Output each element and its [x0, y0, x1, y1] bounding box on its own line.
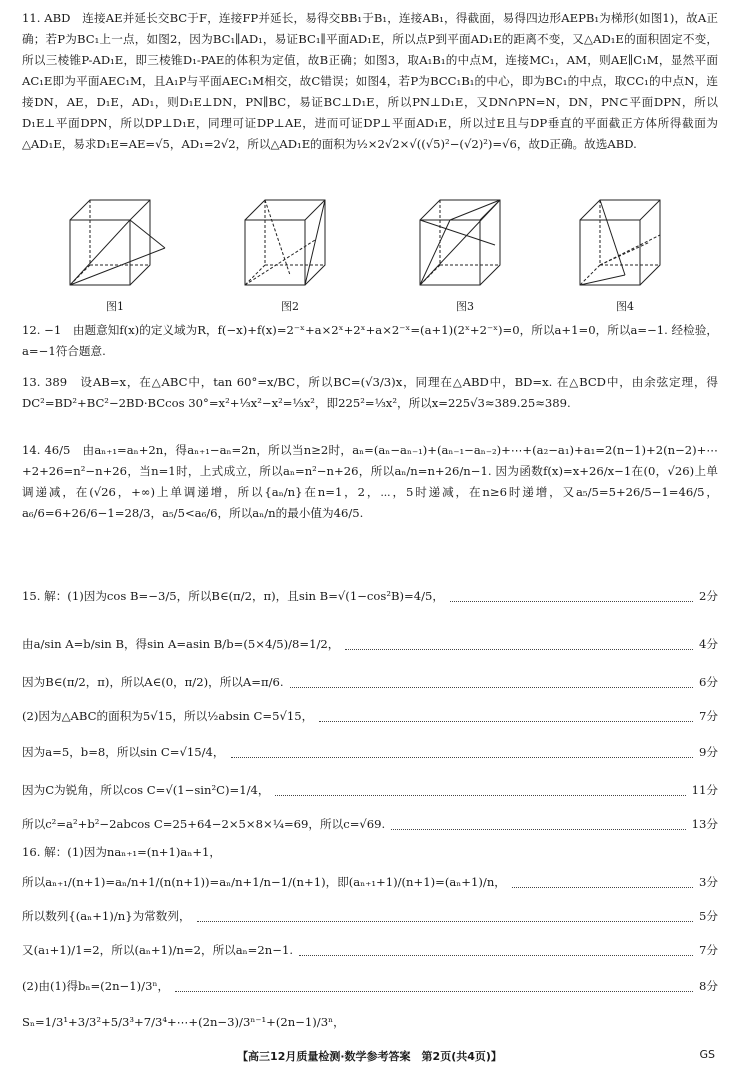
figure-4 — [570, 190, 680, 318]
dot-leader — [197, 911, 693, 922]
dot-leader — [450, 591, 693, 602]
score: 5分 — [699, 909, 718, 923]
score: 7分 — [699, 709, 718, 723]
figure-1 — [60, 190, 170, 318]
score: 4分 — [699, 637, 718, 651]
figure-3 — [410, 190, 520, 318]
page-footer — [0, 1048, 739, 1068]
figure-4-caption: 图4 — [616, 300, 634, 313]
figure-row — [60, 190, 700, 320]
dot-leader — [391, 819, 685, 830]
q16-line — [22, 906, 718, 927]
q15-line — [22, 706, 718, 727]
q15-header: 15. 解：(1)因为cos B=−3/5，所以B∈(π/2，π)，且sin B=√(1−cos²B)=4/5， — [22, 589, 444, 603]
score: 8分 — [699, 979, 718, 993]
dot-leader — [345, 639, 693, 650]
cube-diagram-2 — [235, 190, 345, 298]
figure-2-caption: 图2 — [281, 300, 299, 313]
score: 11分 — [691, 783, 718, 797]
q15-line-text: (2)因为△ABC的面积为5√15，所以½absin C=5√15， — [22, 709, 314, 723]
score: 13分 — [691, 817, 718, 831]
score: 9分 — [699, 745, 718, 759]
q16-line-text: (2)由(1)得bₙ=(2n−1)/3ⁿ， — [22, 979, 170, 993]
score: 2分 — [699, 589, 718, 603]
dot-leader — [319, 711, 693, 722]
cube-diagram-1 — [60, 190, 170, 298]
q16-sum-text: Sₙ=1/3¹+3/3²+5/3³+7/3⁴+⋯+(2n−3)/3ⁿ⁻¹+(2n−1)/3ⁿ， — [22, 1015, 345, 1029]
q16-sum-line — [22, 1012, 718, 1033]
q15-line — [22, 814, 718, 835]
dot-leader — [175, 981, 693, 992]
q15-line-text: 所以c²=a²+b²−2abcos C=25+64−2×5×8×¼=69，所以c=√69. — [22, 817, 386, 831]
q15-line — [22, 780, 718, 801]
cube-diagram-4 — [570, 190, 680, 298]
dot-leader — [512, 877, 693, 888]
score: 7分 — [699, 943, 718, 957]
q15-line — [22, 742, 718, 763]
dot-leader — [275, 785, 685, 796]
q16-line-text: 所以aₙ₊₁/(n+1)=aₙ/n+1/(n(n+1))=aₙ/n+1/n−1/(n+1)，即(aₙ₊₁+1)/(n+1)=(aₙ+1)/n， — [22, 875, 506, 889]
q15-header-row — [22, 586, 718, 607]
q15-line — [22, 672, 718, 693]
q15-line-text: 由a/sin A=b/sin B，得sin A=asin B/b=(5×4/5)/8=1/2， — [22, 637, 340, 651]
q16-line — [22, 940, 718, 961]
figure-2 — [235, 190, 345, 318]
dot-leader — [231, 747, 694, 758]
q12-solution: 12. −1 由题意知f(x)的定义域为R，f(−x)+f(x)=2⁻ˣ+a×2ˣ+2ˣ+a×2⁻ˣ=(a+1)(2ˣ+2⁻ˣ)=0，所以a+1=0，所以a=−1. 经检验，a=−1符合题意. — [22, 323, 718, 358]
q16-line-text: 所以数列{(aₙ+1)/n}为常数列， — [22, 909, 191, 923]
q15-line — [22, 634, 718, 655]
footer-title: 【高三12月质量检测·数学参考答案 第2页(共4页)】 — [237, 1050, 502, 1063]
q11-solution: 11. ABD 连接AE并延长交BC于F，连接FP并延长，易得交BB₁于B₁，连接AB₁，得截面，易得四边形AEPB₁为梯形(如图1)，故A正确；若P为BC₁上一点，如图2，因为BC₁∥AD₁，易证BC₁∥平面AD₁E，所以点P到平面AD₁E的距离不变，又△AD₁E的面积固定不变，所以三棱锥P-AD₁E，即三棱锥D₁-PAE的体积为定值，故B正确；如图3，取A₁B₁的中点M，连接MC₁，AM，则AE∥C₁M，显然平面AC₁E即为平面AEC₁M，且A₁P与平面AEC₁M相交，故C错误；如图4，若P为BCC₁B₁的中心，即为BC₁的中点，取CC₁的中点N，连接DN，AE，D₁E，AD₁，则D₁E⊥DN，PN∥BC，易证BC⊥D₁E，所以PN⊥D₁E，又DN∩PN=N，DN，PN⊂平面DPN，所以D₁E⊥平面DPN，所以DP⊥D₁E，同理可证DP⊥AE，进而可证DP⊥平面AD₁E，所以过E且与DP垂直的平面截正方体所得截面为△AD₁E，易求D₁E=AE=√5，AD₁=2√2，所以△AD₁E的面积为½×2√2×√((√5)²−(√2)²)=√6，故D正确。故选ABD. — [22, 11, 718, 151]
cube-diagram-3 — [410, 190, 520, 298]
q13-solution: 13. 389 设AB=x，在△ABC中，tan 60°=x/BC，所以BC=(√3/3)x，同理在△ABD中，BD=x. 在△BCD中，由余弦定理，得DC²=BD²+BC²−2BD·BCcos 30°=x²+⅓x²−x²=⅓x²，即225²=⅓x²，所以x=225√3≈389.25≈389. — [22, 375, 718, 410]
q16-line — [22, 976, 718, 997]
figure-3-caption: 图3 — [456, 300, 474, 313]
q15-line-text: 因为a=5，b=8，所以sin C=√15/4， — [22, 745, 225, 759]
score: 6分 — [699, 675, 718, 689]
dot-leader — [290, 677, 693, 688]
q16-header-row — [22, 842, 718, 863]
q16-header: 16. 解：(1)因为naₙ₊₁=(n+1)aₙ+1， — [22, 845, 222, 859]
figure-1-caption: 图1 — [106, 300, 124, 313]
q14-solution: 14. 46/5 由aₙ₊₁=aₙ+2n，得aₙ₊₁−aₙ=2n，所以当n≥2时，aₙ=(aₙ−aₙ₋₁)+(aₙ₋₁−aₙ₋₂)+⋯+(a₂−a₁)+a₁=2(n−1)+2(n−2)+⋯+2+26=n²−n+26，当n=1时，上式成立，所以aₙ=n²−n+26，所以aₙ/n=n+26/n−1. 因为函数f(x)=x+26/x−1在(0，√26)上单调递减，在(√26，+∞)上单调递增，所以{aₙ/n}在n=1，2，⋯，5时递减，在n≥6时递增，又a₅/5=5+26/5−1=46/5，a₆/6=6+26/6−1=28/3，a₅/5<a₆/6，所以aₙ/n的最小值为46/5. — [22, 443, 718, 520]
q16-line — [22, 872, 718, 893]
q15-line-text: 因为C为锐角，所以cos C=√(1−sin²C)=1/4， — [22, 783, 270, 797]
score: 3分 — [699, 875, 718, 889]
q16-line-text: 又(a₁+1)/1=2，所以(aₙ+1)/n=2，所以aₙ=2n−1. — [22, 943, 294, 957]
dot-leader — [299, 945, 693, 956]
q15-line-text: 因为B∈(π/2，π)，所以A∈(0，π/2)，所以A=π/6. — [22, 675, 284, 689]
footer-code: GS — [699, 1048, 715, 1061]
